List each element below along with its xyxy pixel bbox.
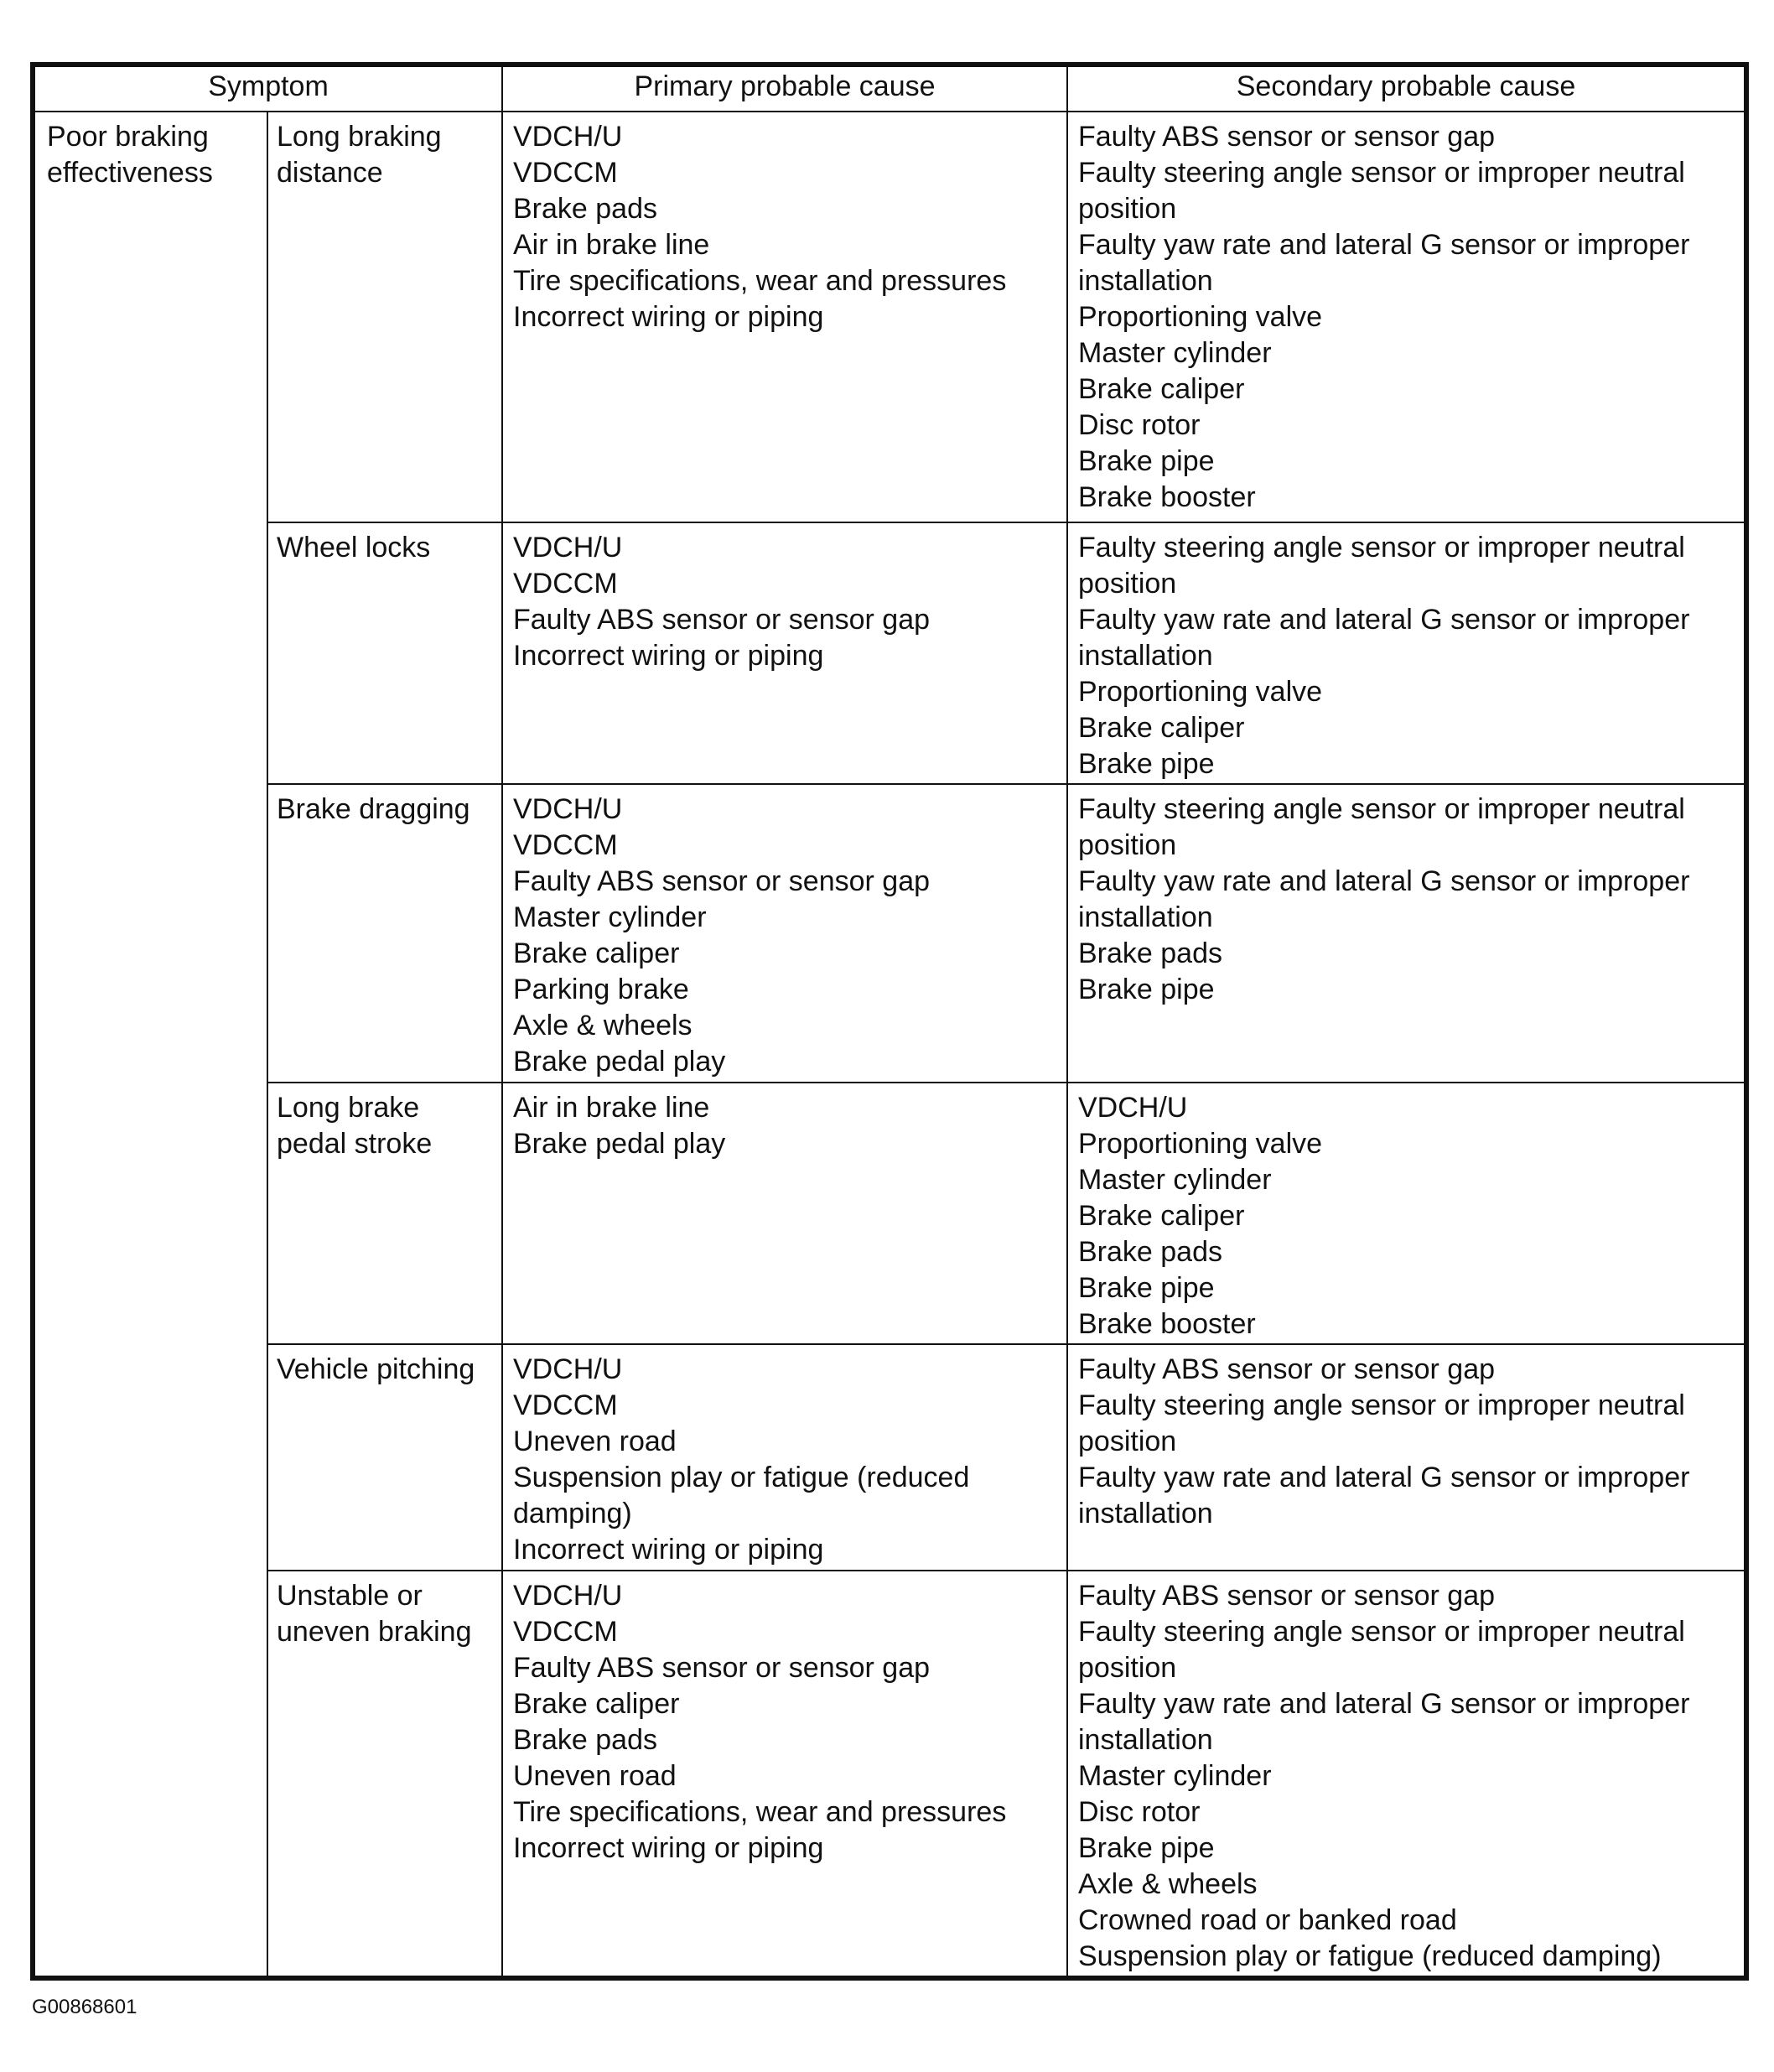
primary-cause-item: VDCCM — [513, 1389, 618, 1421]
primary-cause-item: VDCCM — [513, 157, 618, 189]
table-row — [33, 112, 1746, 522]
primary-cause-cell — [502, 112, 1067, 522]
primary-cause-item: Uneven road — [513, 1425, 677, 1457]
secondary-cause-item: Brake caliper — [1078, 712, 1245, 744]
diagnosis-table — [30, 62, 1749, 1981]
secondary-cause-item: Brake pads — [1078, 937, 1222, 969]
symptom-cell: Unstable or uneven braking — [267, 1571, 502, 1978]
secondary-cause-item: Faulty steering angle sensor or improper neutral position — [1078, 1389, 1685, 1457]
table-row — [33, 784, 1746, 1083]
secondary-cause-item: Brake pipe — [1078, 1272, 1215, 1304]
primary-cause-item: Tire specifications, wear and pressures — [513, 265, 1007, 297]
table-row — [33, 1344, 1746, 1571]
primary-cause-item: VDCCM — [513, 568, 618, 600]
primary-cause-cell — [502, 1344, 1067, 1571]
primary-cause-item: Suspension play or fatigue (reduced damping) — [513, 1462, 970, 1529]
primary-cause-item: Brake caliper — [513, 1688, 680, 1720]
secondary-cause-item: Brake caliper — [1078, 373, 1245, 405]
header-primary-cause: Primary probable cause — [502, 65, 1067, 112]
primary-cause-item: Faulty ABS sensor or sensor gap — [513, 1652, 931, 1684]
secondary-cause-item: Crowned road or banked road — [1078, 1904, 1457, 1936]
primary-cause-item: Brake pads — [513, 193, 657, 225]
primary-cause-item: Axle & wheels — [513, 1010, 692, 1041]
secondary-cause-item: Proportioning valve — [1078, 301, 1323, 333]
secondary-cause-item: Faulty yaw rate and lateral G sensor or improper installation — [1078, 604, 1690, 672]
secondary-cause-item: Brake caliper — [1078, 1200, 1245, 1232]
primary-cause-cell — [502, 784, 1067, 1083]
primary-cause-item: Brake pads — [513, 1724, 657, 1756]
secondary-cause-item: Brake pipe — [1078, 445, 1215, 477]
secondary-cause-item: Faulty steering angle sensor or improper neutral position — [1078, 157, 1685, 225]
header-row — [33, 65, 1746, 112]
primary-cause-item: Master cylinder — [513, 901, 707, 933]
primary-cause-item: Brake pedal play — [513, 1046, 726, 1078]
secondary-cause-item: Proportioning valve — [1078, 676, 1323, 708]
table-body — [33, 112, 1746, 1978]
primary-cause-item: Uneven road — [513, 1760, 677, 1792]
primary-cause-item: Brake caliper — [513, 937, 680, 969]
primary-cause-item: Tire specifications, wear and pressures — [513, 1796, 1007, 1828]
primary-cause-item: Parking brake — [513, 974, 689, 1005]
secondary-cause-cell — [1067, 112, 1746, 522]
secondary-cause-cell — [1067, 784, 1746, 1083]
secondary-cause-item: Faulty yaw rate and lateral G sensor or improper installation — [1078, 865, 1690, 933]
primary-cause-item: Faulty ABS sensor or sensor gap — [513, 865, 931, 897]
secondary-cause-item: Master cylinder — [1078, 337, 1272, 369]
primary-cause-cell — [502, 1571, 1067, 1978]
symptom-cell: Long braking distance — [267, 112, 502, 522]
secondary-cause-item: Faulty ABS sensor or sensor gap — [1078, 1353, 1496, 1385]
table-row — [33, 1083, 1746, 1344]
secondary-cause-item: Brake pipe — [1078, 1832, 1215, 1864]
primary-cause-item: VDCCM — [513, 1616, 618, 1648]
header-symptom: Symptom — [33, 65, 502, 112]
primary-cause-item: Incorrect wiring or piping — [513, 1534, 824, 1566]
primary-cause-item: VDCH/U — [513, 1353, 623, 1385]
symptom-cell: Long brake pedal stroke — [267, 1083, 502, 1344]
secondary-cause-item: Brake pads — [1078, 1236, 1222, 1268]
symptom-cell: Wheel locks — [267, 522, 502, 784]
secondary-cause-item: VDCH/U — [1078, 1092, 1188, 1124]
secondary-cause-item: Brake pipe — [1078, 974, 1215, 1005]
secondary-cause-item: Faulty ABS sensor or sensor gap — [1078, 121, 1496, 153]
primary-cause-item: VDCH/U — [513, 793, 623, 825]
primary-cause-item: Air in brake line — [513, 1092, 710, 1124]
secondary-cause-cell — [1067, 1571, 1746, 1978]
primary-cause-item: Incorrect wiring or piping — [513, 640, 824, 672]
primary-cause-item: VDCH/U — [513, 532, 623, 563]
figure-id: G00868601 — [32, 1996, 137, 2018]
primary-cause-cell — [502, 522, 1067, 784]
secondary-cause-item: Disc rotor — [1078, 1796, 1201, 1828]
secondary-cause-item: Faulty steering angle sensor or improper neutral position — [1078, 793, 1685, 861]
secondary-cause-item: Brake booster — [1078, 481, 1256, 513]
secondary-cause-item: Faulty ABS sensor or sensor gap — [1078, 1580, 1496, 1612]
symptom-cell: Vehicle pitching — [267, 1344, 502, 1571]
secondary-cause-cell — [1067, 1083, 1746, 1344]
secondary-cause-item: Disc rotor — [1078, 409, 1201, 441]
symptom-category: Poor braking effectiveness — [33, 112, 267, 1978]
secondary-cause-item: Faulty steering angle sensor or improper neutral position — [1078, 532, 1685, 600]
secondary-cause-item: Suspension play or fatigue (reduced damping) — [1078, 1940, 1662, 1972]
secondary-cause-cell — [1067, 522, 1746, 784]
secondary-cause-cell — [1067, 1344, 1746, 1571]
primary-cause-item: Faulty ABS sensor or sensor gap — [513, 604, 931, 636]
primary-cause-item: Incorrect wiring or piping — [513, 301, 824, 333]
secondary-cause-item: Faulty yaw rate and lateral G sensor or improper installation — [1078, 1688, 1690, 1756]
secondary-cause-item: Faulty yaw rate and lateral G sensor or improper installation — [1078, 229, 1690, 297]
primary-cause-item: Air in brake line — [513, 229, 710, 261]
secondary-cause-item: Faulty yaw rate and lateral G sensor or improper installation — [1078, 1462, 1690, 1529]
primary-cause-item: VDCH/U — [513, 1580, 623, 1612]
table-row — [33, 522, 1746, 784]
primary-cause-item: Brake pedal play — [513, 1128, 726, 1160]
symptom-cell: Brake dragging — [267, 784, 502, 1083]
secondary-cause-item: Master cylinder — [1078, 1164, 1272, 1196]
secondary-cause-item: Brake pipe — [1078, 748, 1215, 780]
secondary-cause-item: Brake booster — [1078, 1308, 1256, 1340]
diagnosis-table-sheet — [30, 62, 1749, 1981]
header-secondary-cause: Secondary probable cause — [1067, 65, 1746, 112]
secondary-cause-item: Proportioning valve — [1078, 1128, 1323, 1160]
primary-cause-item: VDCH/U — [513, 121, 623, 153]
primary-cause-cell — [502, 1083, 1067, 1344]
table-row — [33, 1571, 1746, 1978]
primary-cause-item: Incorrect wiring or piping — [513, 1832, 824, 1864]
secondary-cause-item: Master cylinder — [1078, 1760, 1272, 1792]
secondary-cause-item: Faulty steering angle sensor or improper neutral position — [1078, 1616, 1685, 1684]
primary-cause-item: VDCCM — [513, 829, 618, 861]
secondary-cause-item: Axle & wheels — [1078, 1868, 1258, 1900]
